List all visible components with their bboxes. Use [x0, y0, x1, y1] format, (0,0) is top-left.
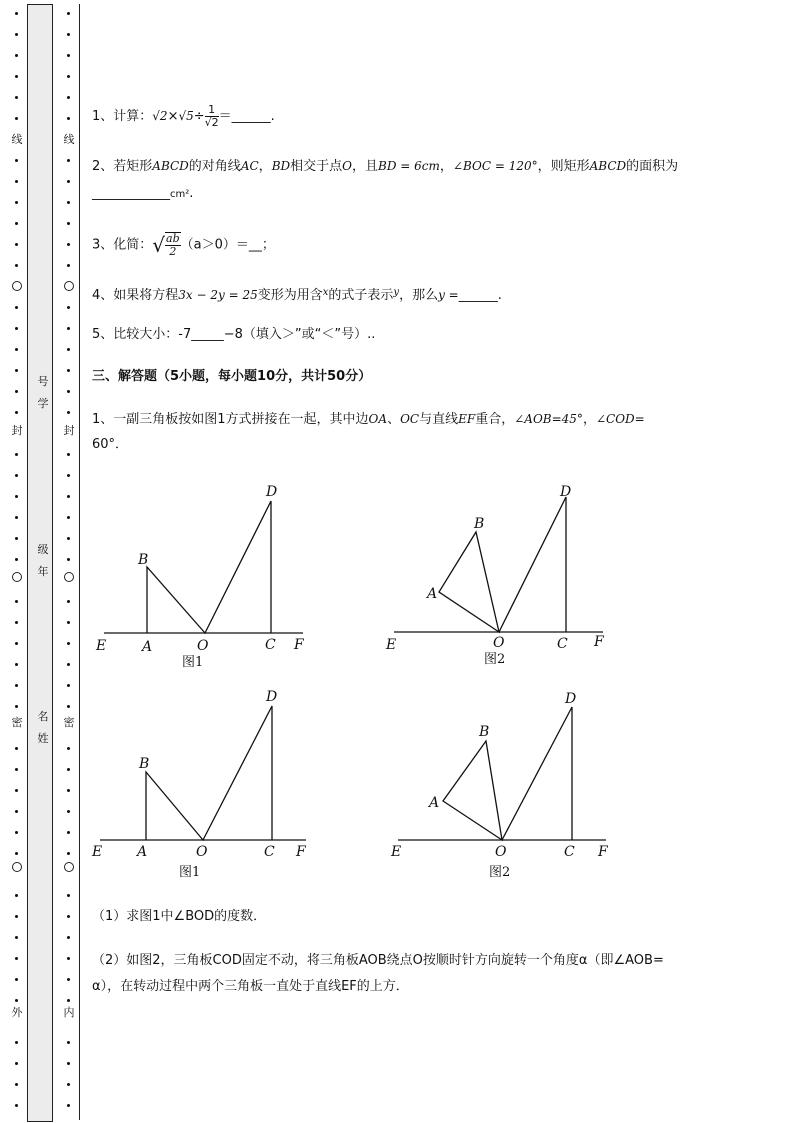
label-b: B [138, 552, 149, 568]
field-ji: 级 [37, 543, 49, 556]
label-o: O [197, 638, 209, 654]
label-a: A [137, 844, 148, 860]
field-xing: 姓 [37, 732, 49, 745]
field-hao: 号 [37, 375, 49, 388]
label-c: C [265, 637, 276, 653]
problem-1-sub-1: （1）求图1中∠BOD的度数． [92, 909, 267, 924]
inner-mark-nei: 内 [63, 1006, 75, 1019]
label-e: E [96, 638, 107, 654]
outer-mark-xian: 线 [11, 133, 23, 146]
triangle-aob [439, 532, 499, 632]
problem-1-sub-2-line-1: （2）如图2，三角板COD固定不动，将三角板AOB绕点O按顺时针方向旋转一个角度α（即∠AOB= [92, 953, 664, 968]
label-d: D [266, 484, 278, 500]
label-a: A [429, 795, 440, 811]
inner-mark-mi: 密 [63, 716, 75, 729]
label-d: D [560, 484, 572, 500]
field-nian: 年 [37, 565, 49, 578]
section-3-title: 三、解答题（5小题，每小题10分，共计50分） [92, 369, 372, 384]
problem-1-line-1: 1、一副三角板按如图1方式拼接在一起，其中边OA、OC与直线EF重合，∠AOB=45°，∠COD= [92, 412, 645, 427]
question-2-line-2: ____________cm². [92, 186, 194, 201]
label-a: A [427, 586, 438, 602]
outer-mark-feng: 封 [11, 424, 23, 437]
sqrt-sign: √ [152, 233, 166, 257]
label-b: B [139, 756, 150, 772]
label-o: O [495, 844, 507, 860]
question-2: 2、若矩形ABCD的对角线AC，BD相交于点O，且BD = 6cm，∠BOC = 120°，则矩形ABCD的面积为 [92, 159, 679, 174]
label-o: O [493, 635, 505, 651]
label-f: F [294, 637, 304, 653]
fraction: $\frac{1}{√2}$ [204, 103, 219, 129]
fig1-caption: 图1 [182, 655, 204, 670]
question-5: 5、比较大小：-7_____−8（填入＞”或“＜”号）.. [92, 327, 376, 342]
problem-1-line-2: 60°． [92, 437, 129, 452]
triangle-aob [443, 741, 502, 840]
triangle-boards [147, 501, 271, 633]
label-c: C [557, 636, 568, 652]
label-c: C [264, 844, 275, 860]
fig1-caption: 图1 [179, 865, 201, 880]
triangle-cod [499, 497, 566, 632]
fig2-caption: 图2 [489, 865, 511, 880]
question-4: 4、如果将方程3x − 2y = 25变形为用含$^x$的式子表示$^y$，那么y =______. [92, 287, 502, 303]
label-c: C [564, 844, 575, 860]
fraction: $\frac{ab}{2}$ [166, 232, 180, 258]
label-e: E [92, 844, 103, 860]
label-f: F [296, 844, 306, 860]
label-d: D [266, 689, 278, 705]
label-o: O [196, 844, 208, 860]
inner-mark-feng: 封 [63, 424, 75, 437]
label-f: F [598, 844, 608, 860]
outer-mark-wai: 外 [11, 1006, 23, 1019]
inner-mark-xian: 线 [63, 133, 75, 146]
outer-mark-mi: 密 [11, 716, 23, 729]
label-e: E [391, 844, 402, 860]
label-d: D [565, 691, 577, 707]
triangle-boards [146, 706, 272, 840]
question-1: 1、计算：√2×√5÷ $\frac{1}{√2}$ ＝______. [92, 103, 275, 129]
label-e: E [386, 637, 397, 653]
field-xue: 学 [37, 397, 49, 410]
problem-1-sub-2-line-2: α），在转动过程中两个三角板一直处于直线EF的上方． [92, 979, 409, 994]
fig2-caption: 图2 [484, 652, 506, 667]
label-f: F [594, 634, 604, 650]
label-b: B [479, 724, 490, 740]
question-3: 3、化简：√ $\frac{ab}{2}$ （a＞0）＝__； [92, 232, 275, 258]
label-b: B [474, 516, 485, 532]
label-a: A [142, 639, 153, 655]
triangle-cod [502, 707, 572, 840]
field-ming: 名 [37, 710, 49, 723]
